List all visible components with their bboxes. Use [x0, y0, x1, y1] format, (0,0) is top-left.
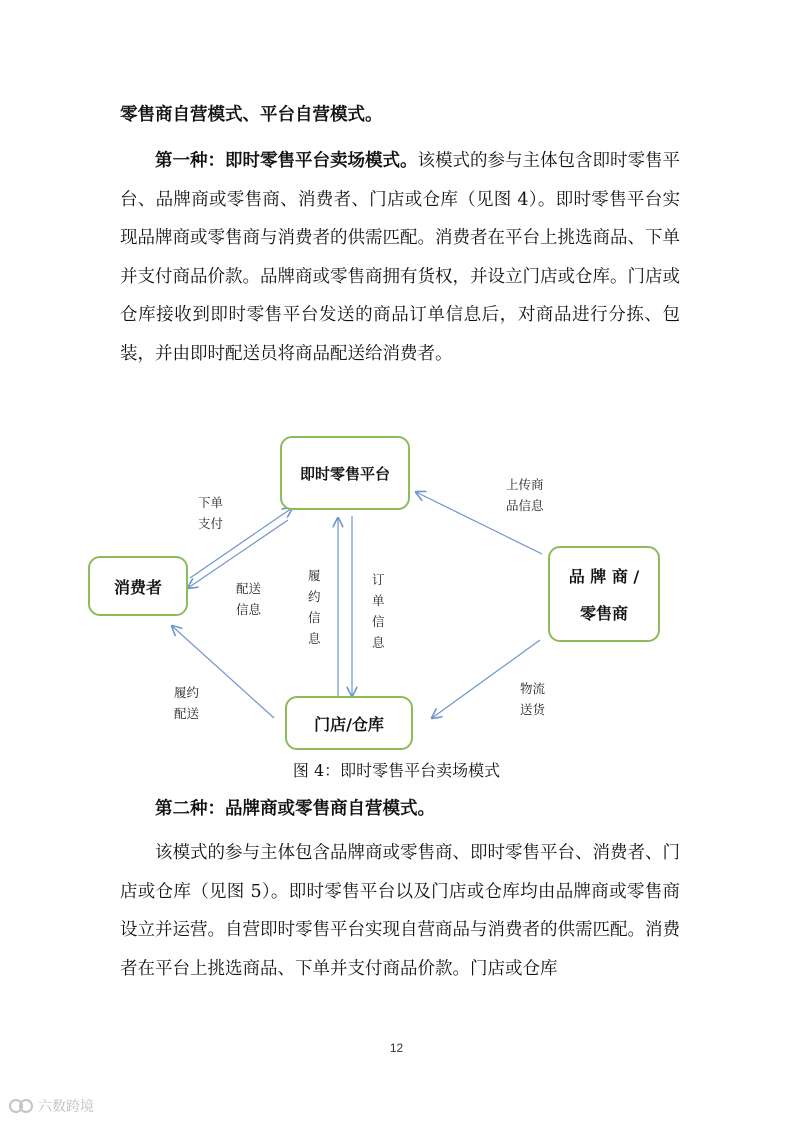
label-order-pay: 下单 支付 [198, 495, 224, 531]
node-brand-line1: 品 牌 商 / [568, 567, 640, 586]
mode-one-body: 该模式的参与主体包含即时零售平台、品牌商或零售商、消费者、门店或仓库（见图 4）。即时零售平台实现品牌商或零售商与消费者的供需匹配。消费者在平台上挑选商品、下单并支付商品价款。品牌商或零售商拥有货权，并设立门店或仓库。门店或仓库接收到即时零售平台发送的商品订单信息后，对商品进行分拣、包装，并由即时配送员将商品配送给消费者。 [120, 151, 680, 364]
paragraph-mode-two: 该模式的参与主体包含品牌商或零售商、即时零售平台、消费者、门店或仓库（见图 5）。即时零售平台以及门店或仓库均由品牌商或零售商设立并运营。自营即时零售平台实现自营商品与消费者的供需匹配。消费者在平台上挑选商品、下单并支付商品价款。门店或仓库 [120, 843, 680, 979]
figure-caption: 图 4：即时零售平台卖场模式 [292, 761, 501, 780]
label-logistics-delivery: 物流 送货 [520, 681, 546, 717]
node-brand-retailer [548, 546, 660, 642]
label-delivery-info: 配送 信息 [236, 581, 262, 617]
label-upload-product-info: 上传商 品信息 [506, 477, 544, 513]
node-brand-line2: 零售商 [579, 604, 628, 623]
label-fulfill-info: 履 约 信 息 [308, 568, 321, 646]
watermark [8, 1096, 94, 1116]
paragraph-mode-one [120, 142, 680, 373]
label-fulfill-delivery: 履约 配送 [174, 685, 200, 721]
node-platform: 即时零售平台 [280, 436, 410, 510]
page-number: 12 [389, 1041, 404, 1055]
paragraph-intro-tail: 零售商自营模式、平台自营模式。 [120, 105, 383, 125]
mode-two-heading: 第二种：品牌商或零售商自营模式。 [155, 799, 435, 819]
node-store: 门店/仓库 [285, 696, 413, 750]
node-consumer: 消费者 [88, 556, 188, 616]
mode-one-heading: 第一种：即时零售平台卖场模式。 [155, 151, 418, 171]
watermark-text: 六数跨境 [38, 1099, 94, 1115]
watermark-logo-icon [8, 1098, 34, 1114]
flow-diagram [70, 420, 710, 760]
label-order-info: 订 单 信 息 [372, 572, 385, 650]
